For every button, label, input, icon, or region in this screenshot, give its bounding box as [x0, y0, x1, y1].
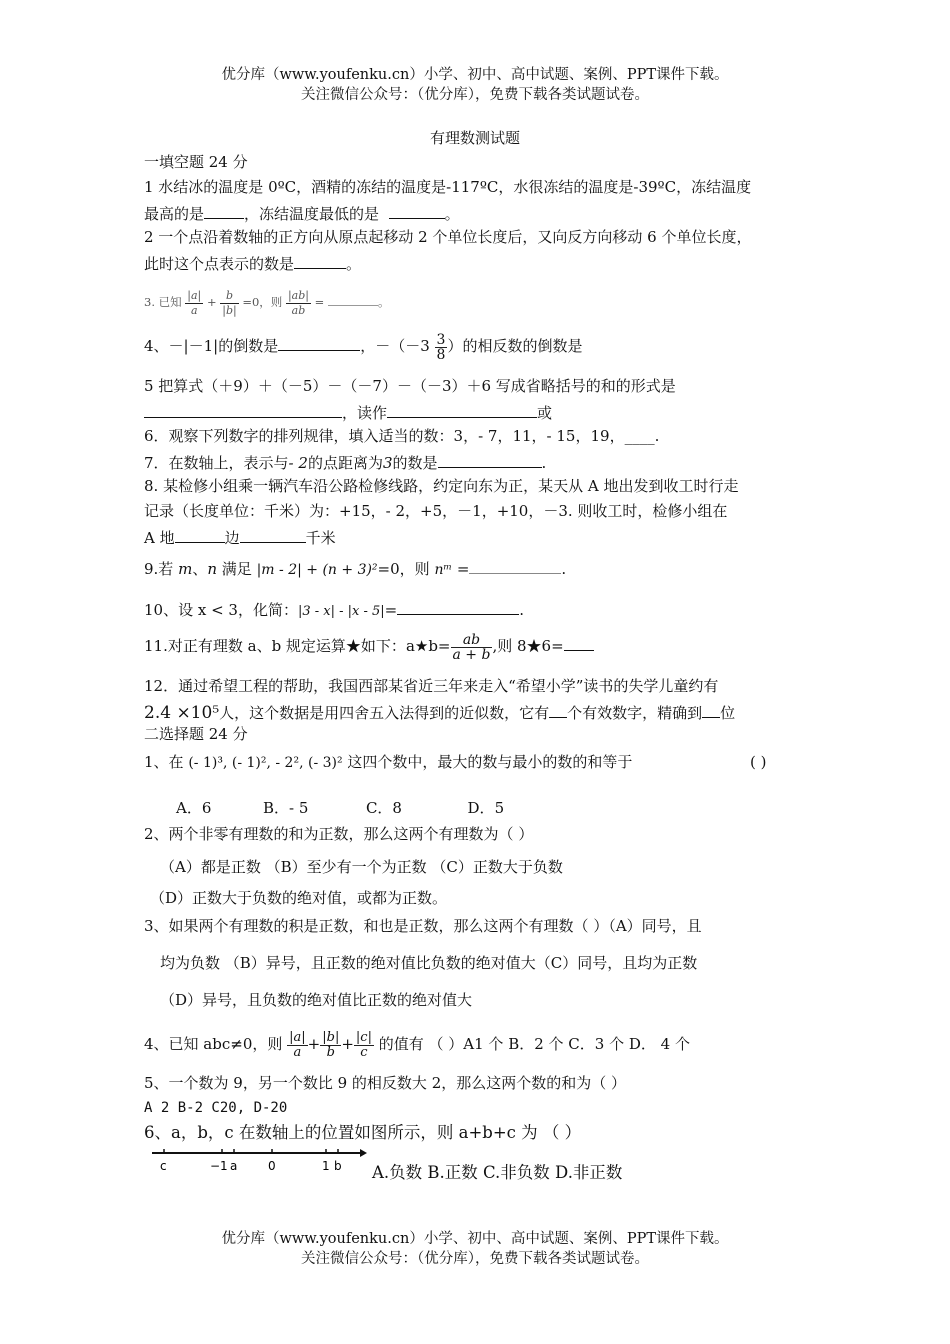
q12-text-c: 位	[720, 704, 736, 722]
q1-text-a: 最高的是	[144, 205, 205, 223]
q7-text-e: 的数是	[392, 454, 438, 472]
header-line-2: 关注微信公众号：（优分库），免费下载各类试题试卷。	[301, 87, 649, 103]
q3-blank[interactable]	[328, 293, 378, 306]
q12-blank-2[interactable]	[702, 701, 720, 718]
q4-text-c: ）的相反数的倒数是	[447, 337, 583, 355]
c1-answer-paren[interactable]: ( )	[750, 753, 767, 771]
q2-text-a: 此时这个点表示的数是	[144, 255, 295, 273]
q9-text-b: 满足	[217, 560, 252, 578]
q12-line-2	[144, 701, 735, 723]
number-line-arrow	[360, 1149, 367, 1157]
q3-line	[144, 284, 389, 320]
q3-fraction-1: $\frac{|a|}{a}$	[187, 288, 202, 317]
q1-blank-1[interactable]	[204, 202, 244, 219]
q9-line	[144, 556, 566, 583]
q4-text-b: ，－（－3	[360, 337, 430, 355]
q1-text-c: 。	[444, 205, 460, 223]
q1-text-b: ，冻结温度最低的是	[244, 205, 380, 223]
q8-line-2: 记录（长度单位：千米）为：+15，- 2，+5，－1，+10，－3. 则收工时，检修小组在	[144, 502, 728, 520]
q9-text-c: =0，则	[377, 560, 430, 578]
c2-question: 2、两个非零有理数的和为正数，那么这两个有理数为（ ）	[144, 825, 534, 843]
c4-text-b: 的值有 （ ）A1 个 B．2 个 C．3 个 D． 4 个	[378, 1035, 690, 1053]
q5-line-2	[144, 401, 552, 423]
c3-line-2: 均为负数 （B）异号，且正数的绝对值比负数的绝对值大（C）同号，且均为正数	[160, 954, 698, 972]
q11-blank[interactable]	[564, 634, 594, 651]
q7-text-c: 的点距离为	[307, 454, 383, 472]
q9-var-n: n	[207, 560, 218, 578]
c1-option-d[interactable]: D．	[467, 799, 495, 817]
footer-line-1: 优分库（www.youfenku.cn）小学、初中、高中试题、案例、PPT课件下载。	[221, 1231, 729, 1247]
q1-blank-2[interactable]	[389, 202, 445, 219]
section-choice: 二选择题 24 分	[144, 725, 248, 743]
q12-blank-1[interactable]	[549, 701, 567, 718]
q2-text-b: 。	[346, 255, 362, 273]
q2-blank[interactable]	[294, 252, 346, 269]
label-b: b	[334, 1159, 342, 1173]
q5-text-b: 或	[537, 404, 553, 422]
q10-period: .	[519, 601, 525, 619]
label-0: 0	[268, 1159, 276, 1173]
label-1: 1	[322, 1159, 330, 1173]
q2-line-1: 2 一个点沿着数轴的正方向从原点起移动 2 个单位长度后，又向反方向移动 6 个单位长度，	[144, 228, 752, 246]
c1-value-c: 8	[392, 799, 402, 817]
c1-line	[144, 750, 632, 775]
q4-blank-1[interactable]	[278, 334, 360, 351]
c3-line-1: 3、如果两个有理数的积是正数，和也是正数，那么这两个有理数（ ）（A）同号，且	[144, 917, 702, 935]
q7-line	[144, 451, 546, 473]
q12-text-a: 人，这个数据是用四舍五入法得到的近似数，它有	[219, 704, 550, 722]
q11-fraction: $\frac{ab}{a + b}$	[452, 631, 491, 663]
number-line-figure	[148, 1147, 368, 1177]
c4-plus-2: +	[341, 1035, 354, 1053]
q12-text-b: 个有效数字，精确到	[567, 704, 703, 722]
c1-options	[176, 798, 504, 818]
q8-line-3	[144, 526, 336, 548]
q5-line-1: 5 把算式（＋9）＋（－5）－（－7）－（－3）＋6 写成省略括号的和的形式是	[144, 377, 676, 395]
q9-equals: =	[456, 560, 470, 578]
q1-line-2	[144, 202, 460, 224]
section-fill-in: 一填空题 24 分	[144, 153, 248, 171]
c4-plus-1: +	[307, 1035, 321, 1053]
q12-line-1: 12．通过希望工程的帮助，我国西部某省近三年来走入“希望小学”读书的失学儿童约有	[144, 677, 719, 695]
q3-text-c: =	[314, 295, 325, 309]
q10-equals: =	[384, 601, 398, 619]
q3-text-a: 3. 已知	[144, 295, 182, 309]
c1-expression: (- 1)³, (- 1)², - 2², (- 3)²	[188, 755, 343, 771]
c1-option-b[interactable]: B．	[262, 799, 289, 817]
q9-sep: 、	[192, 560, 208, 578]
q7-text-a: 7．在数轴上，表示与	[144, 454, 289, 472]
q10-expression: |3 - x| - |x - 5|	[297, 604, 385, 619]
q11-text-b: ,则 8★6=	[492, 637, 564, 655]
q8-text-a: A 地	[144, 529, 175, 547]
q9-text-a: 9.若	[144, 560, 179, 578]
q8-line-1: 8. 某检修小组乘一辆汽车沿公路检修线路，约定向东为正，某天从 A 地出发到收工时行走	[144, 477, 739, 495]
c1-option-c[interactable]: C．	[365, 799, 393, 817]
c4-text-a: 4、已知 abc≠0，则	[144, 1035, 283, 1053]
label-c: c	[160, 1159, 167, 1173]
c1-value-d: 5	[494, 799, 505, 817]
q3-fraction-3: $\frac{|ab|}{ab}$	[287, 288, 309, 317]
q1-line-1: 1 水结冰的温度是 0ºC，酒精的冻结的温度是-117ºC，水很冻结的温度是-39ºC，冻结温度	[144, 178, 752, 196]
c2-options-2: （D）正数大于负数的绝对值，或都为正数。	[150, 889, 448, 907]
q9-expression: |m - 2| + (n + 3)²	[256, 562, 378, 578]
header-line-1: 优分库（www.youfenku.cn）小学、初中、高中试题、案例、PPT课件下载。	[221, 67, 729, 83]
c4-fraction-c: $\frac{|c|}{c}$	[355, 1029, 372, 1060]
c3-line-3: （D）异号，且负数的绝对值比正数的绝对值大	[160, 991, 473, 1009]
c1-value-a: 6	[201, 799, 212, 817]
q8-blank-2[interactable]	[240, 526, 306, 543]
c5-options: A 2 B-2 C20, D-20	[144, 1100, 288, 1116]
q3-text-d: 。	[377, 295, 390, 309]
q5-blank-2[interactable]	[387, 401, 537, 418]
q9-period: .	[561, 560, 567, 578]
q6-line: 6．观察下列数字的排列规律，填入适当的数：3，- 7，11，- 15，19，____.	[144, 427, 660, 445]
c1-value-b: - 5	[288, 799, 309, 817]
q10-text-a: 10、设 x < 3，化简：	[144, 601, 298, 619]
q4-text-a: 4、－|－1|的倒数是	[144, 337, 279, 355]
q10-blank[interactable]	[397, 598, 519, 615]
c5-question: 5、一个数为 9，另一个数比 9 的相反数大 2，那么这两个数的和为（ ）	[144, 1074, 627, 1092]
q5-text-a: ，读作	[342, 404, 388, 422]
q8-text-c: 千米	[305, 529, 336, 547]
q3-fraction-2: $\frac{b}{|b|}$	[222, 288, 237, 317]
q4-fraction: $\frac{3}{8}$	[436, 331, 446, 363]
c1-option-a[interactable]: A．	[176, 799, 202, 817]
c1-text-a: 1、在	[144, 753, 184, 771]
q3-plus: +	[206, 295, 217, 309]
q11-text-a: 11.对正有理数 a、b 规定运算★如下：a★b=	[144, 637, 451, 655]
q8-blank-1[interactable]	[175, 526, 225, 543]
q11-line	[144, 626, 594, 666]
q7-text-f: .	[541, 454, 547, 472]
c6-options: A.负数 B.正数 C.非负数 D.非正数	[372, 1163, 623, 1182]
c4-fraction-a: $\frac{|a|}{a}$	[289, 1029, 306, 1060]
q8-text-b: 边	[224, 529, 240, 547]
page-title: 有理数测试题	[429, 129, 520, 147]
q9-power: nᵐ	[434, 562, 453, 578]
q3-text-b: =0，则	[242, 295, 283, 309]
q10-line	[144, 598, 524, 622]
c4-fraction-b: $\frac{|b|}{b}$	[322, 1029, 340, 1060]
q12-number: 2.4 ×10⁵	[144, 703, 220, 723]
q5-blank-1[interactable]	[144, 401, 342, 418]
q4-line	[144, 328, 582, 364]
c4-line	[144, 1024, 690, 1064]
q7-blank[interactable]	[438, 451, 542, 468]
footer-line-2: 关注微信公众号：（优分库），免费下载各类试题试卷。	[301, 1251, 649, 1267]
q2-line-2	[144, 252, 361, 274]
c2-options-1: （A）都是正数 （B）至少有一个为正数 （C）正数大于负数	[160, 858, 563, 876]
q9-var-m: m	[178, 560, 193, 578]
q9-blank[interactable]	[469, 557, 561, 574]
label-neg1: −1	[210, 1159, 228, 1173]
q7-value-neg2: - 2	[288, 454, 308, 472]
q7-value-3: 3	[382, 454, 393, 472]
label-a: a	[230, 1159, 238, 1173]
c6-question: 6、a，b，c 在数轴上的位置如图所示，则 a+b+c 为 （ ）	[144, 1123, 582, 1142]
c1-text-b: 这四个数中，最大的数与最小的数的和等于	[347, 753, 633, 771]
